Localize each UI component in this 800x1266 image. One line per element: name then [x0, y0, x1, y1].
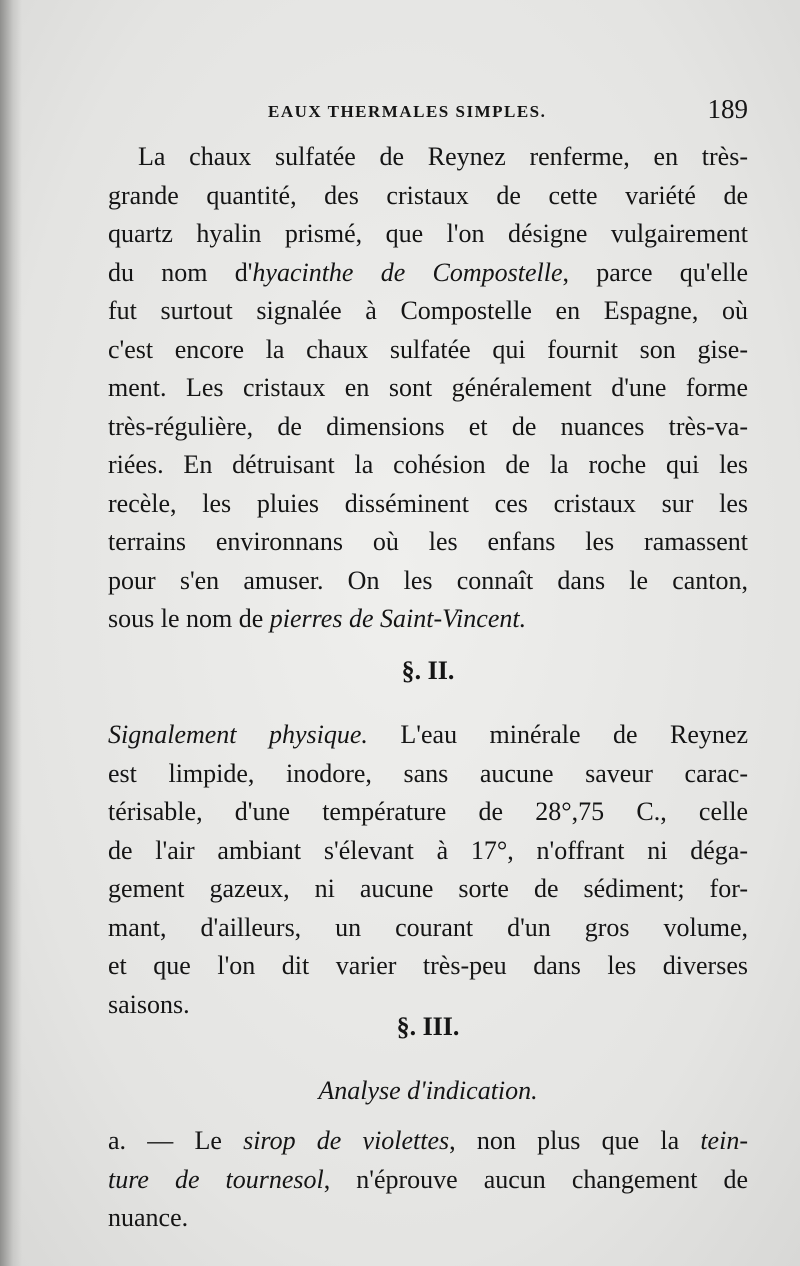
italic-lead: Signalement physique. — [108, 720, 368, 749]
italic-term: hyacinthe de Compostelle — [252, 257, 563, 287]
text-line — [108, 1161, 748, 1200]
italic-term: pierres de Saint-Vincent. — [269, 604, 527, 633]
text-fragment: , n'éprouve aucun changement de — [323, 1164, 748, 1194]
text-line: La chaux sulfatée de Reynez renferme, en très- — [138, 142, 748, 171]
text-line: et que l'on dit varier très-peu dans les diverses — [108, 951, 748, 980]
paragraph-reynez-crystals — [108, 138, 748, 639]
italic-term: ture de tournesol — [108, 1164, 324, 1194]
italic-term: tein- — [700, 1126, 748, 1155]
section-heading-3: §. III. — [396, 1012, 460, 1041]
text-fragment: sous le nom de — [108, 604, 270, 633]
paragraph-physical-description — [108, 716, 748, 1024]
text-line — [108, 254, 748, 293]
text-fragment: , non plus que la — [449, 1126, 701, 1155]
text-line — [108, 1122, 748, 1161]
text-fragment: du nom d' — [108, 257, 253, 287]
text-line: nuance. — [108, 1203, 189, 1232]
text-line: grande quantité, des cristaux de cette variété de — [108, 180, 748, 210]
text-line: de l'air ambiant s'élevant à 17°, n'offrant ni déga- — [108, 835, 748, 865]
text-line: gement gazeux, ni aucune sorte de sédiment; for- — [108, 874, 748, 903]
page-number: 189 — [707, 94, 748, 124]
text-line: est limpide, inodore, sans aucune saveur carac- — [108, 758, 748, 788]
text-line: mant, d'ailleurs, un courant d'un gros volume, — [108, 912, 748, 942]
text-line: très-régulière, de dimensions et de nuances très-va- — [108, 411, 748, 441]
text-line: pour s'en amuser. On les connaît dans le canton, — [108, 565, 748, 595]
text-line — [108, 716, 748, 755]
running-title: EAUX THERMALES SIMPLES. — [268, 102, 547, 121]
paragraph-indication-analysis — [108, 1122, 748, 1238]
text-line: c'est encore la chaux sulfatée qui fournit son gise- — [108, 334, 748, 364]
section-subheading: Analyse d'indication. — [318, 1076, 538, 1105]
text-line: quartz hyalin prismé, que l'on désigne vulgairement — [108, 219, 748, 248]
text-line: térisable, d'une température de 28°,75 C., celle — [108, 797, 748, 826]
page-gutter-shadow — [0, 0, 22, 1266]
text-line: terrains environnans où les enfans les ramassent — [108, 527, 748, 556]
text-fragment: a. — Le — [108, 1126, 244, 1155]
text-fragment: , parce qu'elle — [562, 257, 748, 287]
text-line — [108, 600, 748, 639]
italic-term: sirop de violettes — [243, 1126, 450, 1155]
page-header — [108, 94, 748, 134]
text-line: riées. En détruisant la cohésion de la roche qui les — [108, 450, 748, 479]
section-heading-2: §. II. — [401, 656, 455, 685]
text-line: fut surtout signalée à Compostelle en Espagne, où — [108, 296, 748, 325]
text-line: ment. Les cristaux en sont généralement d'une forme — [108, 373, 748, 402]
text-line: saisons. — [108, 989, 190, 1019]
text-line: recèle, les pluies disséminent ces cristaux sur les — [108, 488, 748, 518]
text-fragment: L'eau minérale de Reynez — [367, 720, 748, 749]
